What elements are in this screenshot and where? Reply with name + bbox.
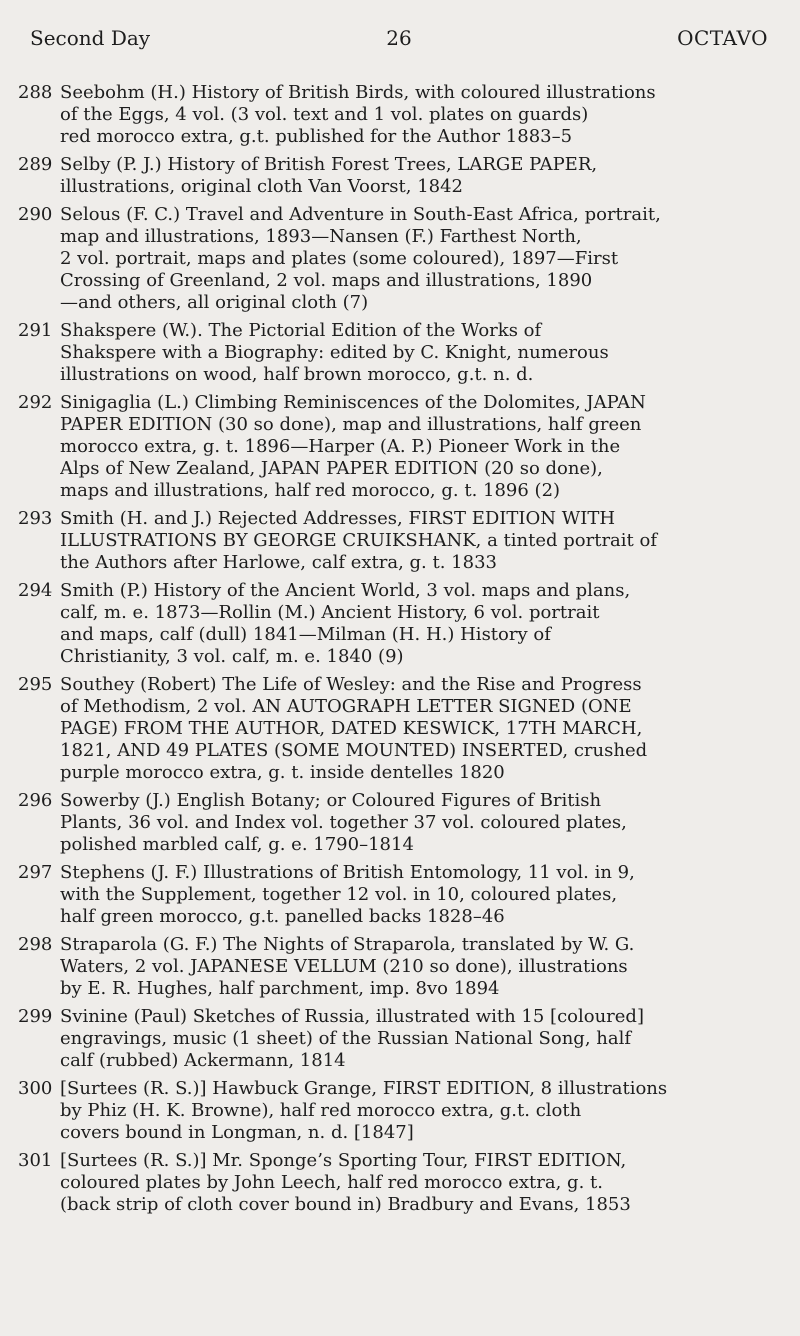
lot-number: 300 <box>18 1078 53 1099</box>
lot-description <box>60 1078 778 1144</box>
description-line: Stephens (J. F.) Illustrations of British Entomology, 11 vol. in 9, <box>60 862 635 883</box>
description-line: 1821, AND 49 PLATES (SOME MOUNTED) INSERTED, crushed <box>60 740 648 761</box>
lot-entry <box>18 1150 778 1216</box>
lot-entry <box>18 508 778 574</box>
lot-description <box>60 320 778 386</box>
description-line: PAPER EDITION (30 so done), map and illustrations, half green <box>60 414 642 435</box>
description-line: Selous (F. C.) Travel and Adventure in South-East Africa, portrait, <box>60 204 661 225</box>
description-line: engravings, music (1 sheet) of the Russian National Song, half <box>60 1028 632 1049</box>
catalogue-entries <box>18 82 778 1222</box>
lot-description <box>60 392 778 502</box>
description-line: (back strip of cloth cover bound in) Bradbury and Evans, 1853 <box>60 1194 631 1215</box>
description-line: Waters, 2 vol. JAPANESE VELLUM (210 so done), illustrations <box>60 956 628 977</box>
description-line: map and illustrations, 1893—Nansen (F.) Farthest North, <box>60 226 582 247</box>
description-line: illustrations on wood, half brown morocco, g.t. n. d. <box>60 364 534 385</box>
sale-day-label: Second Day <box>30 26 151 50</box>
description-line: morocco extra, g. t. 1896—Harper (A. P.) Pioneer Work in the <box>60 436 621 457</box>
lot-entry <box>18 82 778 148</box>
description-line: Smith (P.) History of the Ancient World, 3 vol. maps and plans, <box>60 580 631 601</box>
lot-number: 296 <box>18 790 53 811</box>
description-line: Christianity, 3 vol. calf, m. e. 1840 (9) <box>60 646 404 667</box>
page-number: 26 <box>386 26 412 50</box>
lot-entry <box>18 790 778 856</box>
lot-number: 299 <box>18 1006 53 1027</box>
lot-entry <box>18 204 778 314</box>
description-line: Southey (Robert) The Life of Wesley: and the Rise and Progress <box>60 674 642 695</box>
description-line: covers bound in Longman, n. d. [1847] <box>60 1122 414 1143</box>
lot-entry <box>18 580 778 668</box>
lot-description <box>60 508 778 574</box>
format-label: OCTAVO <box>677 26 768 50</box>
description-line: Smith (H. and J.) Rejected Addresses, FIRST EDITION WITH <box>60 508 616 529</box>
description-line: Selby (P. J.) History of British Forest Trees, LARGE PAPER, <box>60 154 598 175</box>
lot-entry <box>18 1078 778 1144</box>
description-line: —and others, all original cloth (7) <box>60 292 369 313</box>
description-line: with the Supplement, together 12 vol. in 10, coloured plates, <box>60 884 618 905</box>
description-line: Straparola (G. F.) The Nights of Straparola, translated by W. G. <box>60 934 635 955</box>
lot-entry <box>18 674 778 784</box>
description-line: calf (rubbed) Ackermann, 1814 <box>60 1050 346 1071</box>
description-line: Sinigaglia (L.) Climbing Reminiscences of the Dolomites, JAPAN <box>60 392 646 413</box>
description-line: polished marbled calf, g. e. 1790–1814 <box>60 834 414 855</box>
lot-number: 298 <box>18 934 53 955</box>
lot-entry <box>18 320 778 386</box>
lot-entry <box>18 392 778 502</box>
description-line: by E. R. Hughes, half parchment, imp. 8vo 1894 <box>60 978 500 999</box>
description-line: Plants, 36 vol. and Index vol. together 37 vol. coloured plates, <box>60 812 627 833</box>
description-line: the Authors after Harlowe, calf extra, g. t. 1833 <box>60 552 497 573</box>
lot-description <box>60 82 778 148</box>
lot-description <box>60 580 778 668</box>
lot-description <box>60 204 778 314</box>
lot-number: 301 <box>18 1150 53 1171</box>
lot-entry <box>18 1006 778 1072</box>
description-line: PAGE) FROM THE AUTHOR, DATED KESWICK, 17TH MARCH, <box>60 718 643 739</box>
lot-entry <box>18 154 778 198</box>
lot-description <box>60 862 778 928</box>
lot-description <box>60 674 778 784</box>
description-line: Sowerby (J.) English Botany; or Coloured Figures of British <box>60 790 602 811</box>
description-line: of the Eggs, 4 vol. (3 vol. text and 1 vol. plates on guards) <box>60 104 589 125</box>
description-line: ILLUSTRATIONS BY GEORGE CRUIKSHANK, a tinted portrait of <box>60 530 657 551</box>
description-line: calf, m. e. 1873—Rollin (M.) Ancient History, 6 vol. portrait <box>60 602 600 623</box>
lot-number: 290 <box>18 204 53 225</box>
lot-description <box>60 1150 778 1216</box>
lot-number: 293 <box>18 508 53 529</box>
lot-number: 297 <box>18 862 53 883</box>
description-line: [Surtees (R. S.)] Hawbuck Grange, FIRST EDITION, 8 illustrations <box>60 1078 668 1099</box>
lot-description <box>60 934 778 1000</box>
lot-entry <box>18 862 778 928</box>
description-line: Shakspere (W.). The Pictorial Edition of the Works of <box>60 320 542 341</box>
lot-description <box>60 790 778 856</box>
lot-number: 289 <box>18 154 53 175</box>
description-line: Shakspere with a Biography: edited by C. Knight, numerous <box>60 342 609 363</box>
lot-number: 288 <box>18 82 53 103</box>
description-line: coloured plates by John Leech, half red morocco extra, g. t. <box>60 1172 603 1193</box>
lot-number: 295 <box>18 674 53 695</box>
lot-number: 294 <box>18 580 53 601</box>
lot-entry <box>18 934 778 1000</box>
description-line: purple morocco extra, g. t. inside dentelles 1820 <box>60 762 505 783</box>
description-line: Seebohm (H.) History of British Birds, with coloured illustrations <box>60 82 656 103</box>
description-line: maps and illustrations, half red morocco, g. t. 1896 (2) <box>60 480 561 501</box>
description-line: of Methodism, 2 vol. AN AUTOGRAPH LETTER SIGNED (ONE <box>60 696 632 717</box>
lot-description <box>60 154 778 198</box>
description-line: by Phiz (H. K. Browne), half red morocco extra, g.t. cloth <box>60 1100 582 1121</box>
lot-description <box>60 1006 778 1072</box>
description-line: 2 vol. portrait, maps and plates (some coloured), 1897—First <box>60 248 619 269</box>
description-line: Alps of New Zealand, JAPAN PAPER EDITION (20 so done), <box>60 458 603 479</box>
description-line: and maps, calf (dull) 1841—Milman (H. H.) History of <box>60 624 551 645</box>
description-line: Svinine (Paul) Sketches of Russia, illustrated with 15 [coloured] <box>60 1006 644 1027</box>
lot-number: 292 <box>18 392 53 413</box>
description-line: illustrations, original cloth Van Voorst, 1842 <box>60 176 464 197</box>
description-line: [Surtees (R. S.)] Mr. Sponge’s Sporting Tour, FIRST EDITION, <box>60 1150 627 1171</box>
description-line: half green morocco, g.t. panelled backs 1828–46 <box>60 906 505 927</box>
description-line: Crossing of Greenland, 2 vol. maps and illustrations, 1890 <box>60 270 593 291</box>
description-line: red morocco extra, g.t. published for the Author 1883–5 <box>60 126 573 147</box>
page-header <box>30 26 768 56</box>
lot-number: 291 <box>18 320 53 341</box>
